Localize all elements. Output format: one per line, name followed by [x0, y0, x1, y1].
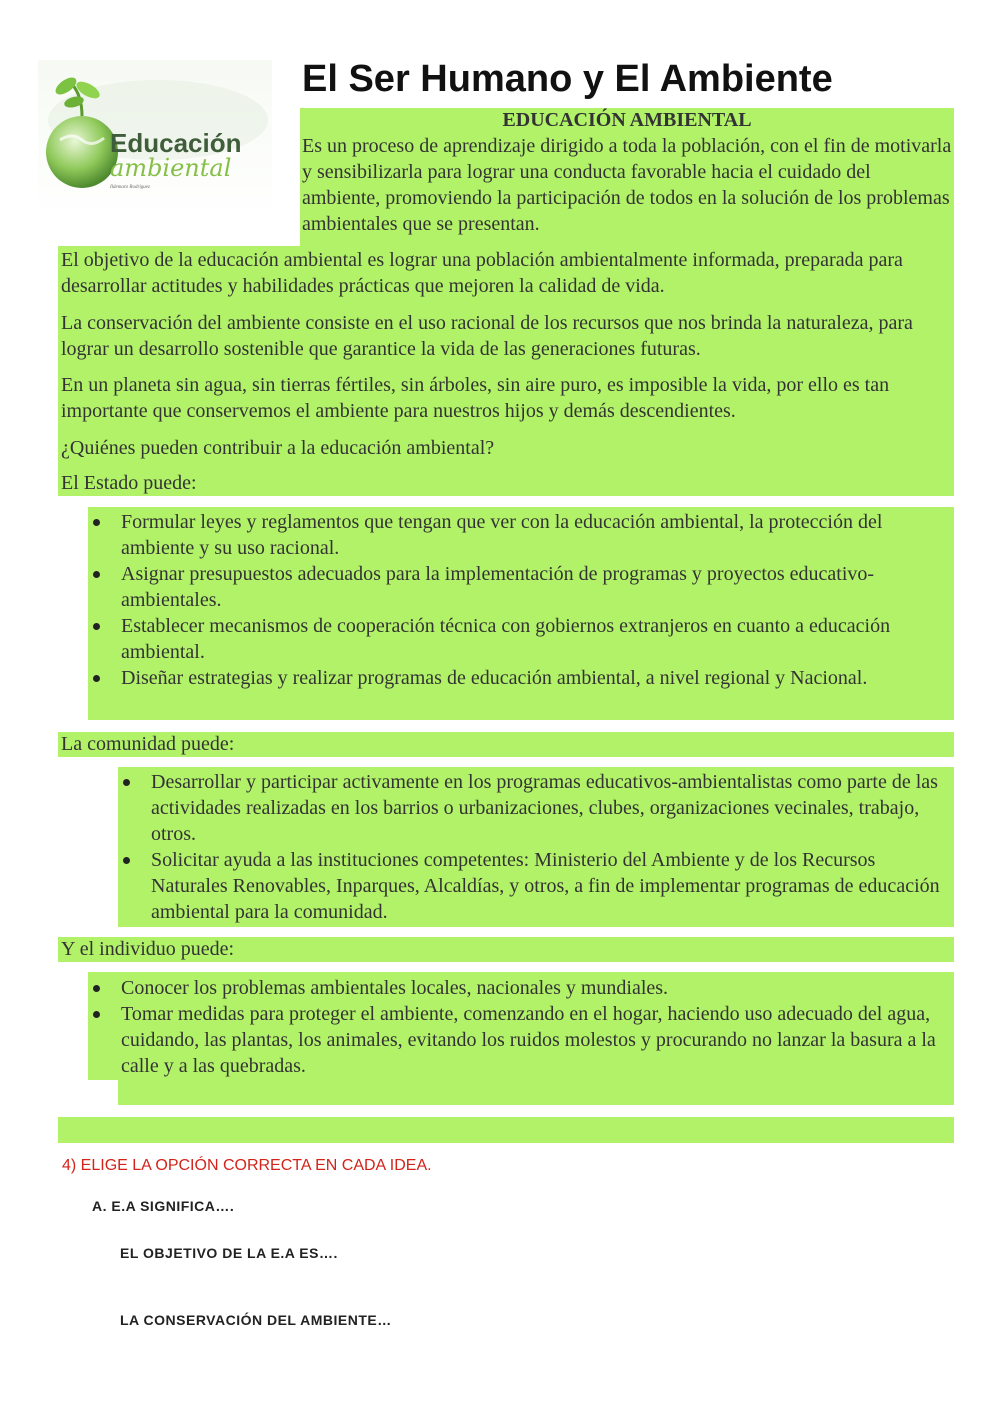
svg-text:Ildemaro Rodríguez: Ildemaro Rodríguez [110, 185, 150, 190]
estado-heading: El Estado puede: [61, 472, 197, 494]
quiz-item-objective: EL OBJETIVO DE LA E.A ES…. [120, 1245, 338, 1261]
intro-paragraph: Es un proceso de aprendizaje dirigido a toda la población, con el fin de motivarla y sensibilizarla para lograr una conducta favorable hacia el cuidado del ambiente, promoviendo la participación de todos en la solución de los problemas ambientales que se presentan. [302, 135, 952, 235]
globe-sprout-icon [38, 60, 272, 218]
svg-text:Educación: Educación [110, 128, 242, 158]
list-item: Formular leyes y reglamentos que tengan que ver con la educación ambiental, la protección del ambiente y su uso racional. [89, 509, 953, 561]
educacion-ambiental-logo [38, 60, 272, 218]
section-heading: EDUCACIÓN AMBIENTAL [502, 109, 752, 131]
quiz-item-conservation: LA CONSERVACIÓN DEL AMBIENTE… [120, 1312, 392, 1328]
comunidad-list [119, 769, 953, 925]
individuo-list [89, 975, 953, 1079]
planet-paragraph: En un planeta sin agua, sin tierras fértiles, sin árboles, sin aire puro, es imposible la vida, por ello es tan importante que conservemos el ambiente para nuestros hijos y demás descendientes. [61, 374, 890, 422]
list-item: Desarrollar y participar activamente en los programas educativos-ambientalistas como parte de las actividades realizadas en los barrios o urbanizaciones, clubes, organizaciones vecinales, trabajo, otros. [119, 769, 953, 847]
list-item: Establecer mecanismos de cooperación técnica con gobiernos extranjeros en cuanto a educación ambiental. [89, 613, 953, 665]
list-item: Conocer los problemas ambientales locales, nacionales y mundiales. [89, 975, 953, 1001]
list-item: Tomar medidas para proteger el ambiente, comenzando en el hogar, haciendo uso adecuado del agua, cuidando, las plantas, los animales, evitando los ruidos molestos y procurando no lanzar la basura a la calle y a las quebradas. [89, 1001, 953, 1079]
list-item: Solicitar ayuda a las instituciones competentes: Ministerio del Ambiente y de los Recursos Naturales Renovables, Inparques, Alcaldías, y otros, a fin de implementar programas de educación ambiental para la comunidad. [119, 847, 953, 925]
quiz-item-a: A. E.A SIGNIFICA…. [92, 1198, 235, 1214]
individuo-heading: Y el individuo puede: [61, 938, 235, 960]
conservation-paragraph: La conservación del ambiente consiste en el uso racional de los recursos que nos brinda la naturaleza, para lograr un desarrollo sostenible que garantice la vida de las generaciones futuras. [61, 312, 913, 360]
svg-text:ambiental: ambiental [110, 154, 232, 182]
list-item: Asignar presupuestos adecuados para la implementación de programas y proyectos educativo-ambientales. [89, 561, 953, 613]
estado-list [89, 509, 953, 691]
highlight-block-individuo-tail [118, 1078, 954, 1105]
objective-paragraph: El objetivo de la educación ambiental es lograr una población ambientalmente informada, preparada para desarrollar actitudes y habilidades prácticas que mejoren la calidad de vida. [61, 249, 903, 297]
page-title: El Ser Humano y El Ambiente [302, 58, 833, 100]
highlight-block-empty [58, 1117, 954, 1143]
quiz-title: 4) ELIGE LA OPCIÓN CORRECTA EN CADA IDEA. [62, 1157, 432, 1174]
question-paragraph: ¿Quiénes pueden contribuir a la educación ambiental? [61, 437, 495, 459]
list-item: Diseñar estrategias y realizar programas de educación ambiental, a nivel regional y Nacional. [89, 665, 953, 691]
comunidad-heading: La comunidad puede: [61, 733, 235, 755]
